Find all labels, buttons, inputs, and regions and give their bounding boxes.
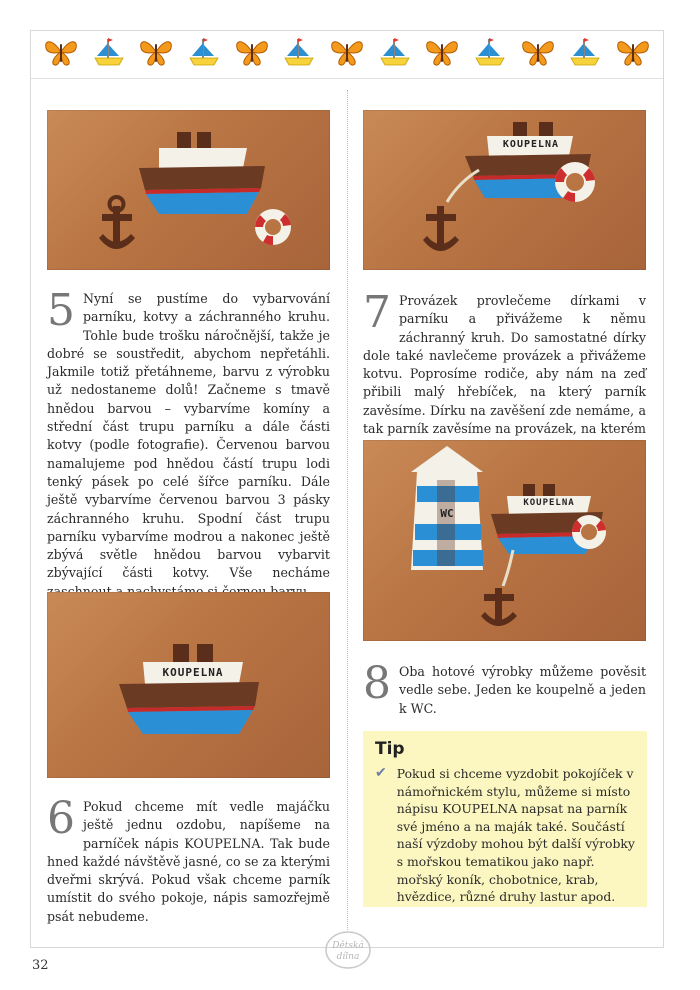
page-number: 32 xyxy=(32,958,49,973)
step-number: 8 xyxy=(363,658,391,709)
step-text: Oba hotové výrobky můžeme pověsit vedle sebe. Jeden ke koupelně a jeden k WC. xyxy=(399,664,646,716)
sailboat-icon xyxy=(378,36,412,72)
photo-step-7 xyxy=(363,110,646,270)
step-8 xyxy=(363,658,646,718)
column-divider xyxy=(347,90,348,930)
step-number: 5 xyxy=(47,285,75,336)
step-text: Pokud chceme mít vedle majáčku ještě jednu ozdobu, napíšeme na parníček nápis KOUPELNA. Tak bude hned každé návštěvě jasné, co se za kterými dveřmi skrývá. Pokud však chceme parník umístit do svého pokoje, nápis samozřejmě psát nebudeme. xyxy=(47,799,330,924)
steamboat-hanging-photo xyxy=(363,110,646,270)
sailboat-icon xyxy=(92,36,126,72)
decorative-banner xyxy=(31,31,663,77)
butterfly-icon xyxy=(330,36,364,72)
steamboat-koupelna-photo xyxy=(47,592,330,778)
butterfly-icon xyxy=(235,36,269,72)
tip-box xyxy=(363,731,647,907)
tip-title: Tip xyxy=(375,739,405,759)
dilna-logo-icon xyxy=(322,928,374,972)
step-number: 6 xyxy=(47,793,75,844)
step-7 xyxy=(363,287,646,457)
photo-step-8 xyxy=(363,440,646,641)
photo-step-6 xyxy=(47,592,330,778)
steamboat-anchor-lifebuoy-photo xyxy=(47,110,330,270)
boat-sign-text: KOUPELNA xyxy=(502,139,560,150)
tip-item xyxy=(375,765,635,906)
butterfly-icon xyxy=(139,36,173,72)
butterfly-icon xyxy=(521,36,555,72)
sailboat-icon xyxy=(568,36,602,72)
svg-text:Dětská: Dětská xyxy=(332,941,364,951)
lighthouse-and-steamboat-photo xyxy=(363,440,646,641)
boat-sign-text: KOUPELNA xyxy=(162,666,224,679)
step-5 xyxy=(47,285,330,601)
sailboat-icon xyxy=(473,36,507,72)
butterfly-icon xyxy=(44,36,78,72)
butterfly-icon xyxy=(425,36,459,72)
checkmark-icon: ✔ xyxy=(375,765,387,781)
boat-sign-text: KOUPELNA xyxy=(523,498,575,508)
step-number: 7 xyxy=(363,287,391,338)
lighthouse-sign-text: WC xyxy=(440,507,454,520)
svg-text:dílna: dílna xyxy=(336,952,360,962)
tip-text: Pokud si chceme vyzdobit pokojíček v námořnickém stylu, můžeme si místo nápisu KOUPELNA napsat na parník své jméno a na maják také. Součástí naší výzdoby mohou být další výrobky s mořskou tematikou jako např. mořský koník, chobotnice, krab, hvězdice, různé druhy lastur apod. xyxy=(396,766,635,905)
step-text: Provázek provlečeme dírkami v parníku a přivážeme k němu záchranný kruh. Do samostatné dírky dole také navlečeme provázek a přivážeme kotvu. Poprosíme rodiče, aby nám na zeď přibili malý hřebíček, na který parník zavěsíme. Dírku na zavěšení zde nemáme, a tak parník zavěsíme na provázek, na kterém xyxy=(363,293,646,437)
photo-step-5 xyxy=(47,110,330,270)
sailboat-icon xyxy=(187,36,221,72)
publisher-logo xyxy=(322,928,374,972)
step-text: Nyní se pustíme do vybarvování parníku, kotvy a záchranného kruhu. Tohle bude trošku náročnější, takže je dobré se soustředit, abychom nepřetáhli. Jakmile totiž přetáhneme, barvu z výrobku už nedostaneme dolů! Začneme s tmavě hnědou barvou – vybarvíme komíny a střední část trupu parníku a dále části kotvy (podle fotografie). Červenou barvou namalujeme pod hnědou částí trupu lodi tenký pásek po celé šířce parníku. Dále ještě vybarvíme červenou barvou 3 pásky záchranného kruhu. Spodní část trupu parníku vybarvíme modrou a nakonec ještě zbývá světle hnědou barvou vybarvit zbývající části kotvy. Vše necháme xyxy=(47,291,330,581)
butterfly-icon xyxy=(616,36,650,72)
sailboat-icon xyxy=(282,36,316,72)
step-6 xyxy=(47,793,330,926)
banner-divider xyxy=(31,78,663,79)
